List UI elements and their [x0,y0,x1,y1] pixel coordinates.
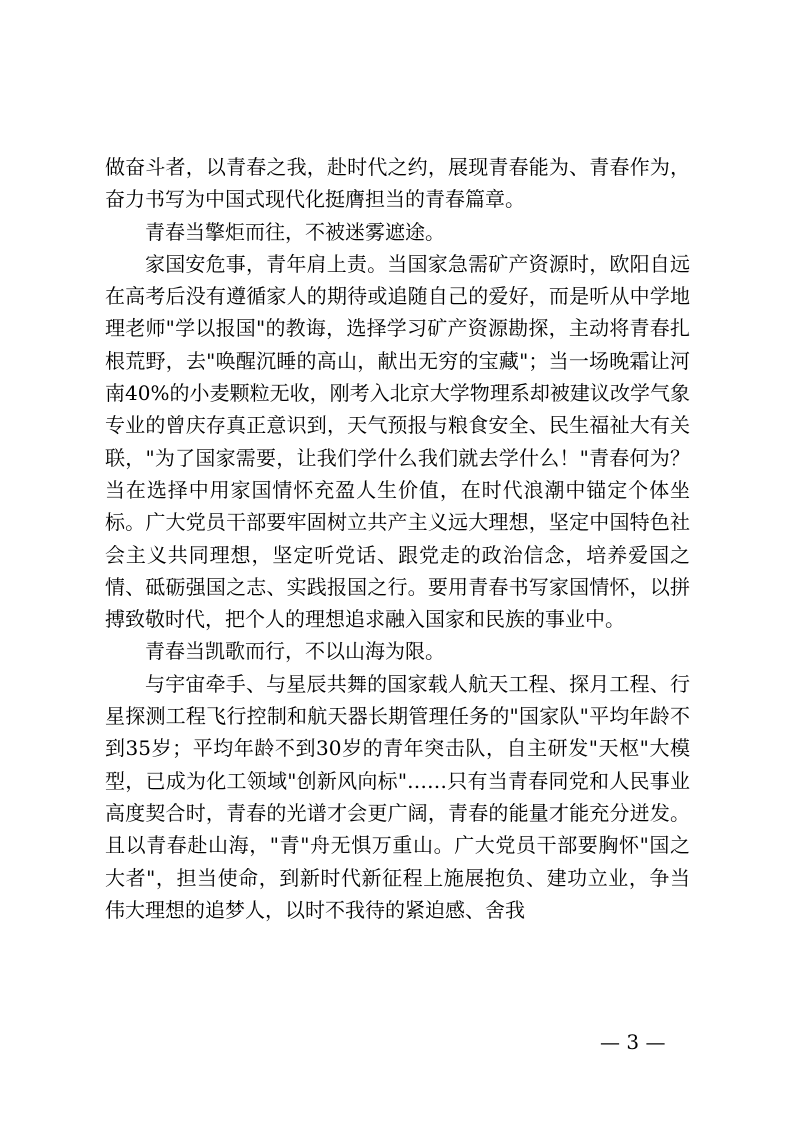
paragraph-4-heading: 青春当凯歌而行，不以山海为限。 [145,639,445,664]
paragraph-2-heading: 青春当擎炬而往，不被迷雾遮途。 [145,219,445,244]
paragraph-1: 做奋斗者，以青春之我，赴时代之约，展现青春能为、青春作为，奋力书写为中国式现代化挺膺担当的青春篇章。 [105,155,690,212]
paragraph-5: 与宇宙牵手、与星辰共舞的国家载人航天工程、探月工程、行星探测工程飞行控制和航天器长期管理任务的"国家队"平均年龄不到35岁；平均年龄不到30岁的青年突击队，自主研发"天枢"大模型，已成为化工领域"创新风向标"……只有当青春同党和人民事业高度契合时，青春的光谱才会更广阔，青春的能量才能充分迸发。且以青春赴山海，"青"舟无惧万重山。广大党员干部要胸怀"国之大者"，担当使命，到新时代新征程上施展抱负、建功立业，争当伟大理想的追梦人，以时不我待的紧迫感、舍我 [105,671,690,922]
page-number: — 3 — [600,1030,666,1054]
paragraph-3: 家国安危事，青年肩上责。当国家急需矿产资源时，欧阳自远在高考后没有遵循家人的期待或追随自己的爱好，而是听从中学地理老师"学以报国"的教诲，选择学习矿产资源勘探，主动将青春扎根荒野，去"唤醒沉睡的高山，献出无穷的宝藏"；当一场晚霜让河南40%的小麦颗粒无收，刚考入北京大学物理系却被建议改学气象专业的曾庆存真正意识到，天气预报与粮食安全、民生福祉大有关联，"为了国家需要，让我们学什么我们就去学什么！"青春何为？当在选择中用家国情怀充盈人生价值，在时代浪潮中锚定个体坐标。广大党员干部要牢固树立共产主义远大理想，坚定中国特色社会主义共同理想，坚定听党话、跟党走的政治信念，培养爱国之情、砥砺强国之志、实践报国之行。要用青春书写家国情怀，以拼搏致敬时代，把个人的理想追求融入国家和民族的事业中。 [105,251,690,632]
document-body [105,151,690,926]
